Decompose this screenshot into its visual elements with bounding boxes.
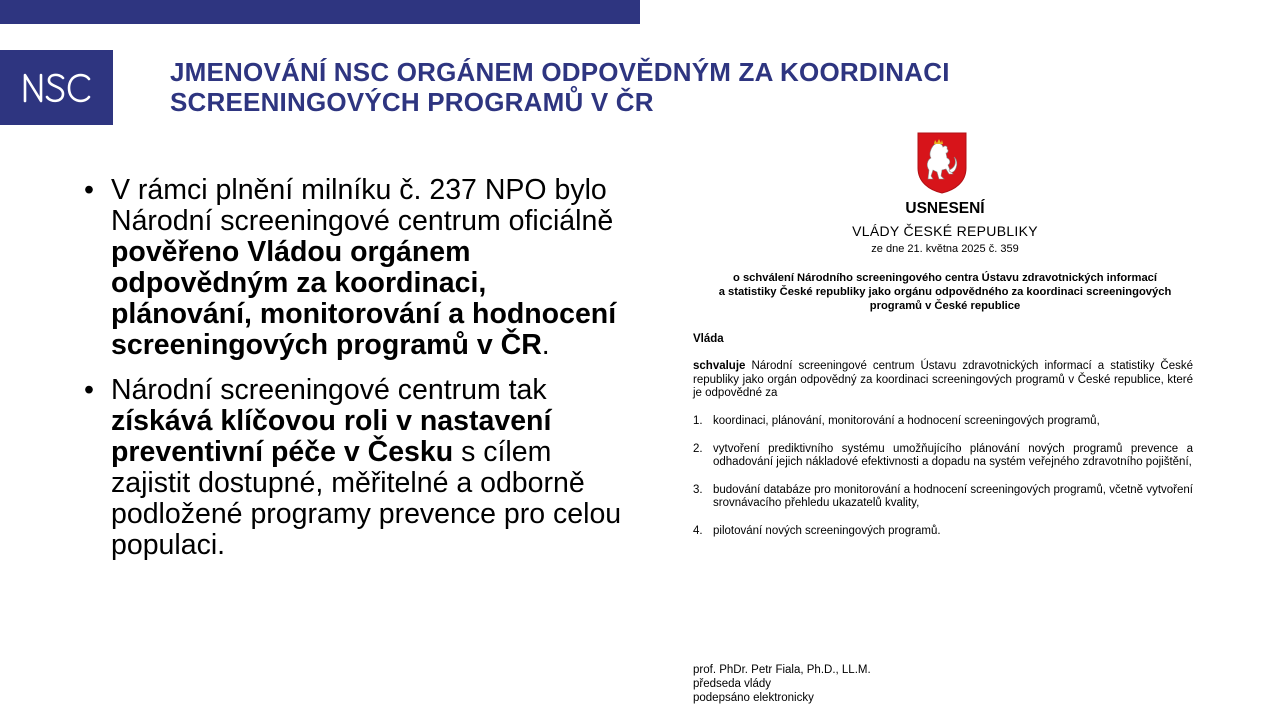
- slide-title-line-2: SCREENINGOVÝCH PROGRAMŮ V ČR: [170, 87, 654, 117]
- item-number: 3.: [693, 483, 703, 496]
- list-item: [693, 484, 1193, 511]
- item-text: koordinaci, plánování, monitorování a hodnocení screeningových programů,: [713, 415, 1100, 427]
- item-text: budování databáze pro monitorování a hodnocení screeningových programů, včetně vytvoření srovnávacího přehledu ukazatelů kvality,: [713, 483, 1193, 509]
- approves-word: schvaluje: [693, 360, 746, 372]
- document-approves-paragraph: [693, 360, 1193, 401]
- bullet-text: V rámci plnění milníku č. 237 NPO bylo Národní screeningové centrum oficiálně: [111, 174, 614, 237]
- signature-note: podepsáno elektronicky: [693, 692, 814, 704]
- document-body-label: Vláda: [693, 333, 724, 345]
- list-item: [693, 443, 1193, 470]
- bullet-text-bold: pověřeno Vládou orgánem odpovědným za koordinaci, plánování, monitorování a hodnocení screeningových programů v ČR: [111, 236, 617, 361]
- bullet-item: [84, 175, 624, 361]
- nsc-logo: [0, 50, 113, 125]
- bullet-list: [84, 175, 624, 575]
- document-signature: [693, 663, 871, 705]
- item-text: pilotování nových screeningových programů.: [713, 524, 941, 537]
- bullet-dot: •: [84, 174, 94, 206]
- nsc-logo-mark: [21, 67, 93, 109]
- bullet-item: [84, 375, 624, 561]
- item-number: 1.: [693, 415, 703, 427]
- top-accent-bar: [0, 0, 640, 24]
- bullet-dot: •: [84, 374, 94, 406]
- document-subject: [680, 271, 1210, 313]
- bullet-text-end: .: [541, 329, 550, 361]
- signature-role: předseda vlády: [693, 678, 771, 690]
- list-item: [693, 525, 1193, 539]
- slide-title: [170, 57, 1170, 117]
- czech-lion-crest-icon: [917, 132, 967, 194]
- item-number: 2.: [693, 442, 703, 455]
- document-heading: USNESENÍ: [905, 200, 985, 217]
- bullet-text: Národní screeningové centrum tak: [111, 374, 547, 406]
- document-subject-line: a statistiky České republiky jako orgánu odpovědného za koordinaci screeningových: [718, 286, 1172, 298]
- bullet-text-end: s cílem zajistit dostupné, měřitelné a odborně podložené programy prevence pro celou populaci.: [111, 436, 622, 561]
- document-item-list: [693, 415, 1193, 538]
- item-text: vytvoření prediktivního systému umožňujícího plánování nových programů prevence a odhadování jejich nákladové efektivnosti a dopadu na systém veřejného zdravotního pojištění,: [713, 442, 1193, 468]
- signature-name: prof. PhDr. Petr Fiala, Ph.D., LL.M.: [693, 664, 871, 676]
- document-subject-line: o schválení Národního screeningového centra Ústavu zdravotnických informací: [733, 272, 1157, 284]
- approves-text: Národní screeningové centrum Ústavu zdravotnických informací a statistiky České republiky jako orgán odpovědný za koordinaci screeningových programů v České republice, které je odpovědné za: [693, 360, 1193, 399]
- government-resolution-document: [680, 128, 1210, 720]
- document-subheading: VLÁDY ČESKÉ REPUBLIKY: [852, 223, 1038, 239]
- item-number: 4.: [693, 524, 703, 537]
- slide-title-line-1: JMENOVÁNÍ NSC ORGÁNEM ODPOVĚDNÝM ZA KOORDINACI: [170, 57, 950, 87]
- document-date: ze dne 21. května 2025 č. 359: [871, 243, 1019, 255]
- bullet-text-bold: získává klíčovou roli v nastavení preventivní péče v Česku: [111, 405, 552, 468]
- document-subject-line: programů v České republice: [869, 300, 1021, 312]
- list-item: [693, 415, 1193, 429]
